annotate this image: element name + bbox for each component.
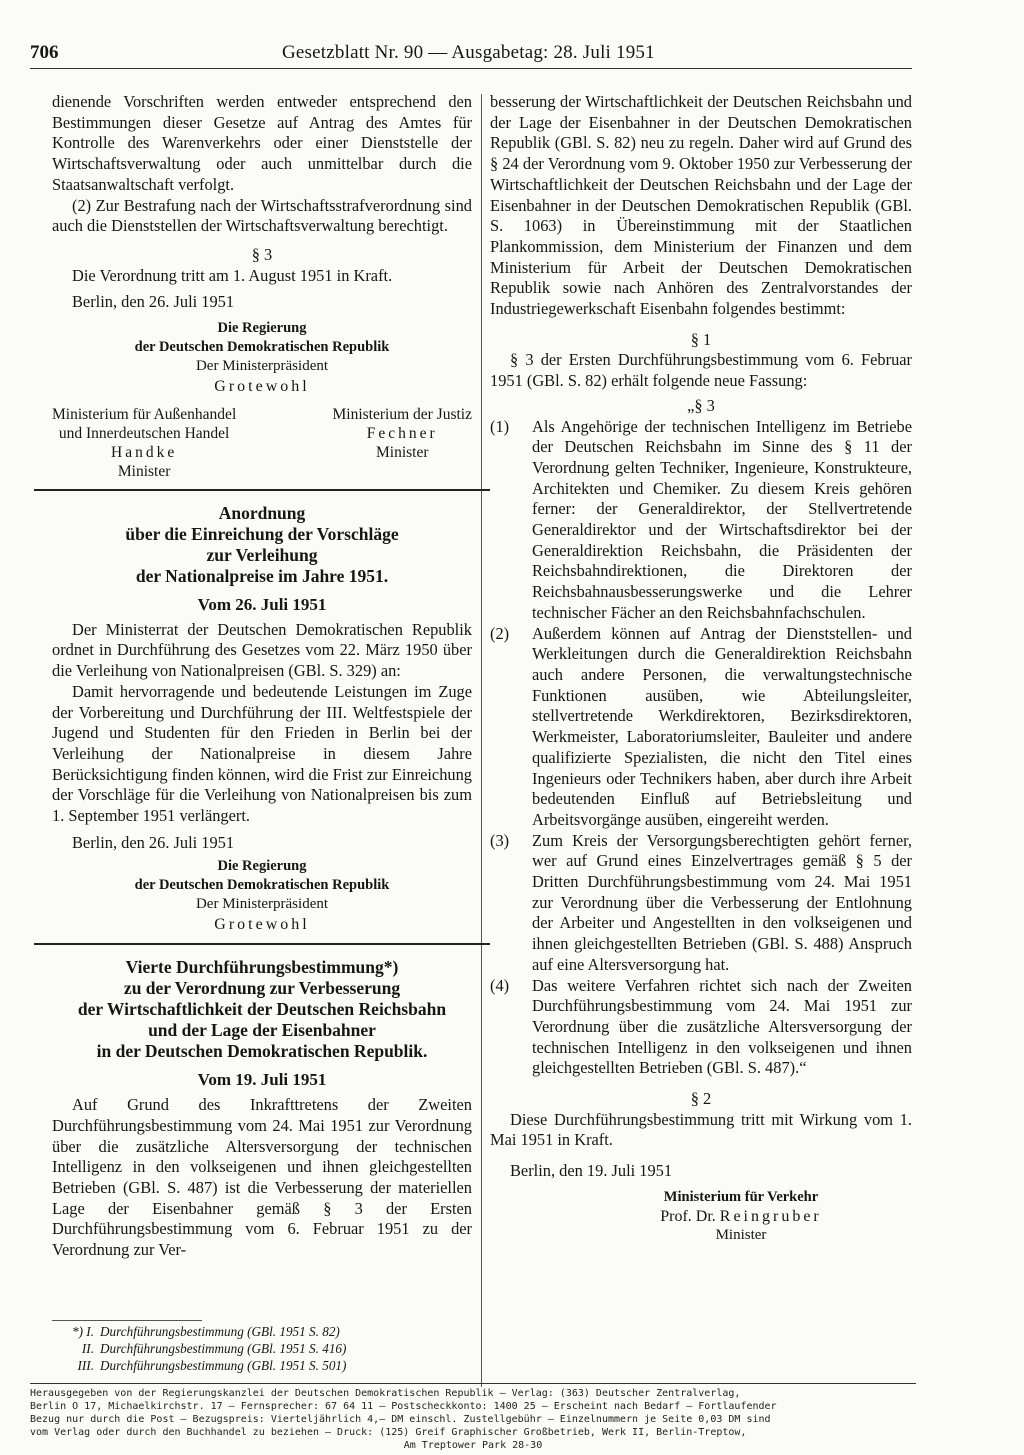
footnotes (52, 1320, 432, 1374)
section-heading: § 2 (690, 1089, 712, 1109)
signature-org: Die Regierung (217, 320, 307, 337)
imprint-line: vom Verlag oder durch den Buchhandel zu beziehen — Druck: (125) Greif Graphischer Großbetrieb, Werk II, Berlin-Treptow, (30, 1427, 747, 1438)
signature-trade (52, 405, 236, 481)
paragraph: dienende Vorschriften werden entweder entsprechend den Bestimmungen dieser Gesetze auf Antrag des Amtes für Kontrolle des Warenverkehrs oder einer Dienststelle der Wirtschaftsverwaltung oder auch unmittelbar durch die Staatsanwaltschaft verfolgt. (52, 92, 472, 194)
signature-block (52, 319, 472, 397)
paragraph: Damit hervorragende und bedeutende Leistungen im Zuge der Vorbereitung und Durchführung der III. Weltfestspiele der Jugend und Studenten für den Frieden in Berlin bei der Verleihung der Nationalpreise in diesem Jahre Berücksichtigung finden können, wird die Frist zur Einreichung der Vorschläge für die Verleihung von Nationalpreisen bis zum 1. September 1951 verlängert. (52, 681, 472, 826)
imprint-line: Herausgegeben von der Regierungskanzlei der Deutschen Demokratischen Republik — Verlag: (363) Deutscher Zentralverlag, (30, 1388, 741, 1399)
signature-role: Der Ministerpräsident (195, 358, 329, 375)
footnote (52, 1324, 432, 1341)
minister-name: Handke (111, 444, 178, 462)
running-title: Gesetzblatt Nr. 90 — Ausgabetag: 28. Juli 1951 (282, 42, 655, 63)
signature-org: der Deutschen Demokratischen Republik (134, 339, 390, 356)
provision-text: Als Angehörige der technischen Intelligenz im Betriebe der Deutschen Reichsbahn im Sinne des § 11 der Verordnung gelten Techniker, Ingenieure, Konstrukteure, Architekten und Chemiker. Zu diesem Kreis gehören ferner: der Generaldirektor, der Stellvertretende Generaldirektor und der Wirtschaftsdirektor bei der Generaldirektion Reichsbahn, die Präsidenten der Reichsbahndirektionen, die Direktoren der Reichsbahnausbesserungswerke und die Lehrer technischer Fächer an den Reichsbahnfachschulen. (532, 416, 912, 622)
page-number: 706 (30, 42, 59, 63)
signature-block (490, 1188, 912, 1245)
regulation-title (52, 957, 472, 1062)
footnote-mark: *) I. (72, 1324, 94, 1339)
title-line: zu der Verordnung zur Verbesserung (123, 978, 401, 999)
footnote (52, 1358, 432, 1375)
minister-role: Minister (117, 463, 171, 481)
provision-number: (3) (490, 830, 510, 850)
order-date: Vom 26. Juli 1951 (197, 595, 327, 615)
quoted-section-heading: „§ 3 (687, 395, 715, 415)
signature-name-line (570, 1207, 912, 1226)
provision-list (490, 417, 912, 1080)
title-line: in der Deutschen Demokratischen Republik. (96, 1041, 428, 1062)
title-line: der Nationalpreise im Jahre 1951. (135, 566, 389, 587)
provision-item (490, 417, 912, 624)
provision-text: Zum Kreis der Versorgungsberechtigten gehört ferner, wer auf Grund eines Einzelvertrages gemäß § 5 der Dritten Durchführungsbestimmung vom 24. Mai 1951 zur Verordnung über die Verbesserung der Entlohnung der Arbeiter und Angestellten in den volkseigenen und ihnen gleichgestellten Betrieben (GBl. S. 488) Anspruch auf eine Altersversorgung hat. (532, 830, 912, 974)
paragraph: (2) Zur Bestrafung nach der Wirtschaftsstrafverordnung sind auch die Dienststellen der Wirtschaftsverwaltung berechtigt. (52, 195, 472, 236)
left-column (52, 92, 472, 1261)
signature-justice (333, 405, 473, 481)
signature-name: Grotewohl (214, 916, 310, 934)
footnote-text: Durchführungsbestimmung (GBl. 1951 S. 82) (100, 1324, 340, 1339)
paragraph: Die Verordnung tritt am 1. August 1951 in Kraft. (72, 265, 393, 285)
imprint-line: Berlin O 17, Michaelkirchstr. 17 — Fernsprecher: 67 64 11 — Postscheckkonto: 1400 25 — Erscheint nach Bedarf — Fortlaufender (30, 1401, 777, 1412)
page-header (30, 34, 912, 69)
paragraph: besserung der Wirtschaftlichkeit der Deutschen Reichsbahn und der Lage der Eisenbahner in der Deutschen Demokratischen Republik (GBl. S. 82) neu zu regeln. Daher wird auf Grund des § 24 der Verordnung vom 9. Oktober 1950 zur Verbesserung der Wirtschaftlichkeit der Deutschen Reichsbahn und der Lage der Eisenbahner in der Deutschen Demokratischen Republik (GBl. S. 1063) in Übereinstimmung mit der Staatlichen Plankommission, dem Ministerium der Finanzen und dem Ministerium für Arbeit der Deutschen Demokratischen Republik sowie nach Anhören des Zentralvorstandes der Industriegewerkschaft Eisenbahn folgendes bestimmt: (490, 92, 912, 319)
provision-item (490, 976, 912, 1080)
paragraph: Diese Durchführungsbestimmung tritt mit Wirkung vom 1. Mai 1951 in Kraft. (490, 1109, 912, 1150)
paragraph: Auf Grund des Inkrafttretens der Zweiten Durchführungsbestimmung vom 24. Mai 1951 zur Verordnung über die zusätzliche Altersversorgung der technischen Intelligenz in den volkseigenen und ihnen gleichgestellten Betrieben (GBl. S. 487) ist die Verbesserung der materiellen Lage der Eisenbahner gemäß § 3 der Ersten Durchführungsbestimmung vom 6. Februar 1951 zu der Verordnung zur Ver- (52, 1095, 472, 1260)
provision-text: Das weitere Verfahren richtet sich nach der Zweiten Durchführungsbestimmung vom 24. Mai 1951 zur Verordnung über die zusätzliche Altersversorgung der technischen Intelligenz in den volkseigenen und ihnen gleichgestellten Betrieben (GBl. S. 487).“ (532, 975, 912, 1078)
place-date: Berlin, den 26. Juli 1951 (72, 292, 235, 312)
ministry-name: und Innerdeutschen Handel (58, 425, 230, 443)
title-line: über die Einreichung der Vorschläge (125, 524, 399, 545)
signature-org: der Deutschen Demokratischen Republik (134, 877, 390, 894)
title-line: und der Lage der Eisenbahner (148, 1020, 376, 1041)
provision-item (490, 624, 912, 831)
signature-org: Die Regierung (217, 858, 307, 875)
title-line: der Wirtschaftlichkeit der Deutschen Reichsbahn (77, 999, 447, 1020)
minister-name: Fechner (366, 425, 438, 443)
footnote-mark: III. (77, 1357, 94, 1373)
section-rule (34, 943, 490, 945)
provision-number: (4) (490, 975, 510, 995)
order-title (52, 503, 472, 587)
title-line: Anordnung (218, 503, 306, 524)
section-heading: § 3 (251, 244, 273, 264)
imprint-line: Am Treptower Park 28-30 (403, 1440, 543, 1451)
paragraph: § 3 der Ersten Durchführungsbestimmung vom 6. Februar 1951 (GBl. S. 82) erhält folgende neue Fassung: (490, 350, 912, 391)
provision-number: (1) (490, 416, 510, 436)
provision-item (490, 831, 912, 976)
ministry-name: Ministerium für Außenhandel (52, 406, 237, 424)
signature-name: Reingruber (719, 1207, 822, 1225)
right-column (490, 92, 912, 1245)
place-date: Berlin, den 26. Juli 1951 (72, 832, 235, 852)
footnote-text: Durchführungsbestimmung (GBl. 1951 S. 416) (100, 1340, 347, 1356)
minister-signatures (52, 405, 472, 481)
footnote-rule (52, 1320, 202, 1321)
footnote-mark: II. (81, 1340, 94, 1356)
title-line: Vierte Durchführungsbestimmung*) (125, 957, 399, 978)
section-heading: § 1 (690, 329, 712, 349)
name-prefix: Prof. Dr. (660, 1207, 716, 1225)
publisher-imprint (30, 1383, 916, 1452)
signature-name: Grotewohl (214, 378, 310, 396)
place-date: Berlin, den 19. Juli 1951 (510, 1161, 673, 1181)
column-divider (481, 94, 482, 1387)
footnote-text: Durchführungsbestimmung (GBl. 1951 S. 501) (100, 1357, 347, 1373)
minister-role: Minister (375, 444, 429, 462)
regulation-date: Vom 19. Juli 1951 (197, 1070, 327, 1090)
section-rule (34, 489, 490, 491)
footnote (52, 1341, 432, 1358)
imprint-line: Bezug nur durch die Post — Bezugspreis: Vierteljährlich 4,— DM einschl. Zustellgebühr — Einzelnummern je Seite 0,03 DM sind (30, 1414, 771, 1425)
provision-number: (2) (490, 623, 510, 643)
signature-role: Minister (715, 1226, 767, 1243)
paragraph: Der Ministerrat der Deutschen Demokratischen Republik ordnet in Durchführung des Gesetzes vom 22. März 1950 über die Verleihung von Nationalpreisen (GBl. S. 329) an: (52, 619, 472, 681)
signature-block (52, 857, 472, 935)
title-line: zur Verleihung (206, 545, 318, 566)
ministry-name: Ministerium der Justiz (332, 406, 472, 424)
signature-role: Der Ministerpräsident (195, 896, 329, 913)
provision-text: Außerdem können auf Antrag der Dienststellen- und Werkleitungen durch die Generaldirektion Reichsbahn auch andere Personen, die verwaltungstechnische Funktionen ausüben, wie Abteilungsleiter, stellvertretende Werkdirektoren, Bezirksdirektoren, Werkmeister, Laboratoriumsleiter, Bauleiter und andere qualifizierte Spezialisten, die nicht den Titel eines Ingenieurs oder Technikers haben, aber durch ihre Arbeit bedeutenden Einfluß auf Betriebsleitung und Arbeitsvorgänge ausüben, eingereiht werden. (532, 623, 912, 829)
signature-org: Ministerium für Verkehr (663, 1188, 819, 1205)
